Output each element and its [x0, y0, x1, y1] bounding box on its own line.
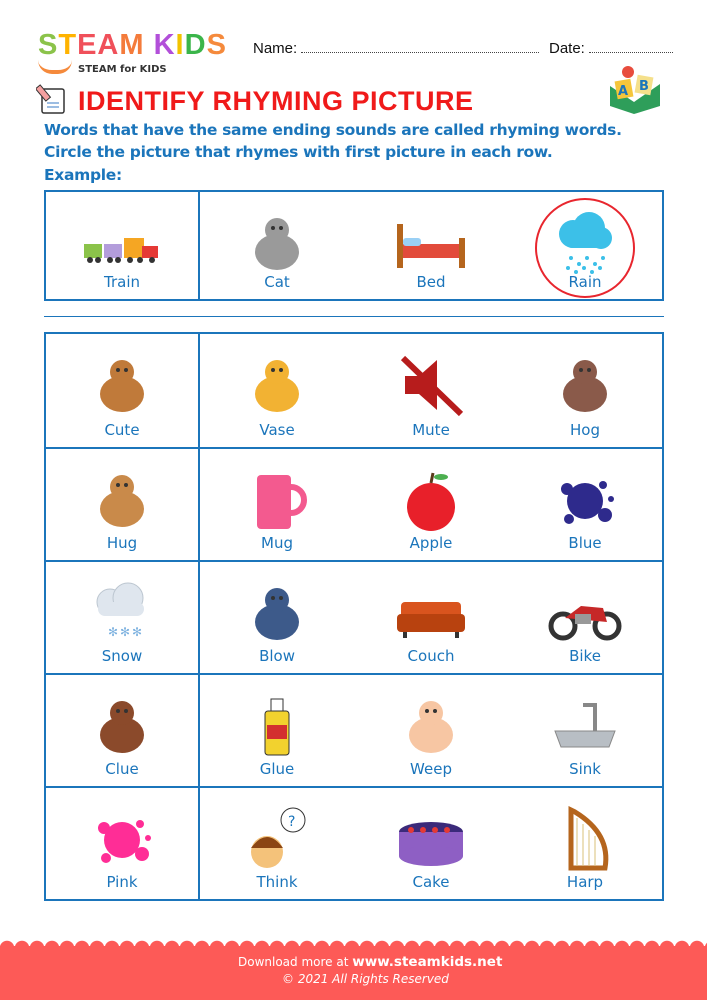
- picture-cell-weep[interactable]: [354, 675, 508, 786]
- picture-label: Cute: [104, 421, 140, 439]
- harp-icon: [545, 804, 625, 874]
- picture-cell-pink[interactable]: [46, 788, 200, 899]
- download-text: [238, 954, 502, 970]
- date-line[interactable]: [589, 41, 673, 53]
- copyright: © 2021 All Rights Reserved: [282, 972, 449, 986]
- logo-wordmark: [38, 30, 227, 60]
- picture-cell-bike[interactable]: [508, 562, 662, 673]
- picture-label: Glue: [259, 760, 295, 778]
- picture-label: Vase: [259, 421, 295, 439]
- logo-letter: I: [175, 29, 185, 61]
- logo-subtitle: STEAM for KIDS: [78, 64, 167, 75]
- picture-label: Mug: [261, 534, 293, 552]
- picture-label: Cat: [264, 273, 290, 291]
- snow-cloud-icon: [82, 578, 162, 648]
- apple-icon: [391, 465, 471, 535]
- date-field[interactable]: [549, 40, 673, 57]
- picture-label: Train: [104, 273, 140, 291]
- logo-swoosh: [38, 60, 72, 74]
- svg-text:✻: ✻: [132, 625, 143, 639]
- picture-cell-clue[interactable]: [46, 675, 200, 786]
- picture-label: Blue: [568, 534, 602, 552]
- logo-letter: S: [38, 29, 59, 61]
- picture-cell-sink[interactable]: [508, 675, 662, 786]
- picture-cell-couch[interactable]: [354, 562, 508, 673]
- example-table: [44, 190, 664, 301]
- picture-cell-harp[interactable]: [508, 788, 662, 899]
- kitten-icon: [82, 350, 162, 420]
- picture-label: Bed: [416, 273, 446, 291]
- mute-icon: [391, 350, 471, 420]
- sink-icon: [545, 691, 625, 761]
- splat-icon: [82, 804, 162, 874]
- couch-icon: [391, 578, 471, 648]
- picture-label: Rain: [568, 273, 602, 291]
- picture-cell-blow[interactable]: [200, 562, 354, 673]
- picture-cell-snow[interactable]: [46, 562, 200, 673]
- baby-icon: [391, 691, 471, 761]
- splat-icon: [545, 465, 625, 535]
- picture-cell-blue[interactable]: [508, 449, 662, 560]
- picture-label: Sink: [569, 760, 601, 778]
- train-icon: [82, 208, 162, 278]
- site-link[interactable]: www.steamkids.net: [352, 954, 503, 970]
- rhyme-table: [44, 332, 664, 901]
- example-row: [46, 192, 662, 299]
- cake-icon: [391, 804, 471, 874]
- picture-label: Pink: [106, 873, 138, 891]
- logo-letter: A: [97, 29, 120, 61]
- worksheet-pencil-icon: [36, 83, 68, 115]
- picture-label: Think: [256, 873, 298, 891]
- rhyme-row: [46, 334, 662, 447]
- rhyme-row: [46, 673, 662, 786]
- picture-label: Cake: [412, 873, 450, 891]
- picture-cell-mute[interactable]: [354, 334, 508, 447]
- hog-icon: [545, 350, 625, 420]
- picture-cell-cat[interactable]: [200, 192, 354, 299]
- picture-cell-cute[interactable]: [46, 334, 200, 447]
- policeman-icon: [237, 578, 317, 648]
- picture-cell-hog[interactable]: [508, 334, 662, 447]
- date-label: Date:: [549, 40, 585, 57]
- logo-letter: S: [206, 29, 227, 61]
- name-field[interactable]: [253, 40, 539, 57]
- logo-letter: [145, 29, 154, 61]
- picture-label: Clue: [105, 760, 139, 778]
- name-label: Name:: [253, 40, 298, 57]
- rhyme-row: [46, 447, 662, 560]
- rhyme-row: [46, 560, 662, 673]
- picture-label: Couch: [407, 647, 455, 665]
- logo-letter: M: [119, 29, 145, 61]
- abc-book-icon: [606, 62, 664, 116]
- motorbike-icon: [545, 578, 625, 648]
- flowers-icon: [237, 350, 317, 420]
- picture-cell-bed[interactable]: [354, 192, 508, 299]
- picture-label: Hog: [570, 421, 600, 439]
- picture-cell-rain[interactable]: [508, 192, 662, 299]
- logo-letter: T: [58, 29, 78, 61]
- picture-cell-cake[interactable]: [354, 788, 508, 899]
- bed-icon: [391, 208, 471, 278]
- answer-circle: [535, 198, 635, 298]
- svg-text:A: A: [618, 84, 629, 99]
- example-label: Example:: [44, 166, 122, 184]
- picture-label: Bike: [569, 647, 601, 665]
- picture-label: Snow: [101, 647, 143, 665]
- mug-icon: [237, 465, 317, 535]
- picture-cell-apple[interactable]: [354, 449, 508, 560]
- svg-text:✻: ✻: [108, 625, 119, 639]
- picture-label: Apple: [409, 534, 453, 552]
- steam-kids-logo: [38, 29, 227, 75]
- logo-letter: K: [153, 29, 176, 61]
- svg-text:B: B: [639, 79, 649, 94]
- page-title: IDENTIFY RHYMING PICTURE: [78, 86, 474, 116]
- cat-icon: [237, 208, 317, 278]
- picture-label: Mute: [412, 421, 450, 439]
- divider: [44, 316, 664, 317]
- logo-letter: E: [77, 29, 98, 61]
- svg-text:✻: ✻: [120, 625, 131, 639]
- picture-cell-mug[interactable]: [200, 449, 354, 560]
- picture-label: Hug: [106, 534, 138, 552]
- picture-cell-hug[interactable]: [46, 449, 200, 560]
- picture-label: Blow: [259, 647, 295, 665]
- picture-cell-vase[interactable]: [200, 334, 354, 447]
- picture-label: Harp: [566, 873, 604, 891]
- thinking-face-icon: [237, 804, 317, 874]
- bunnies-icon: [82, 465, 162, 535]
- picture-cell-think[interactable]: [200, 788, 354, 899]
- picture-cell-glue[interactable]: [200, 675, 354, 786]
- picture-label: Weep: [410, 760, 452, 778]
- logo-letter: D: [184, 29, 207, 61]
- name-line[interactable]: [301, 41, 539, 53]
- svg-text:?: ?: [288, 814, 296, 830]
- detective-icon: [82, 691, 162, 761]
- instructions: Words that have the same ending sounds are called rhyming words. Circle the picture that rhymes with first picture in each row.: [44, 121, 622, 161]
- picture-cell-train[interactable]: [46, 192, 200, 299]
- download-prefix: Download more at: [238, 955, 349, 969]
- glue-icon: [237, 691, 317, 761]
- rhyme-row: [46, 786, 662, 899]
